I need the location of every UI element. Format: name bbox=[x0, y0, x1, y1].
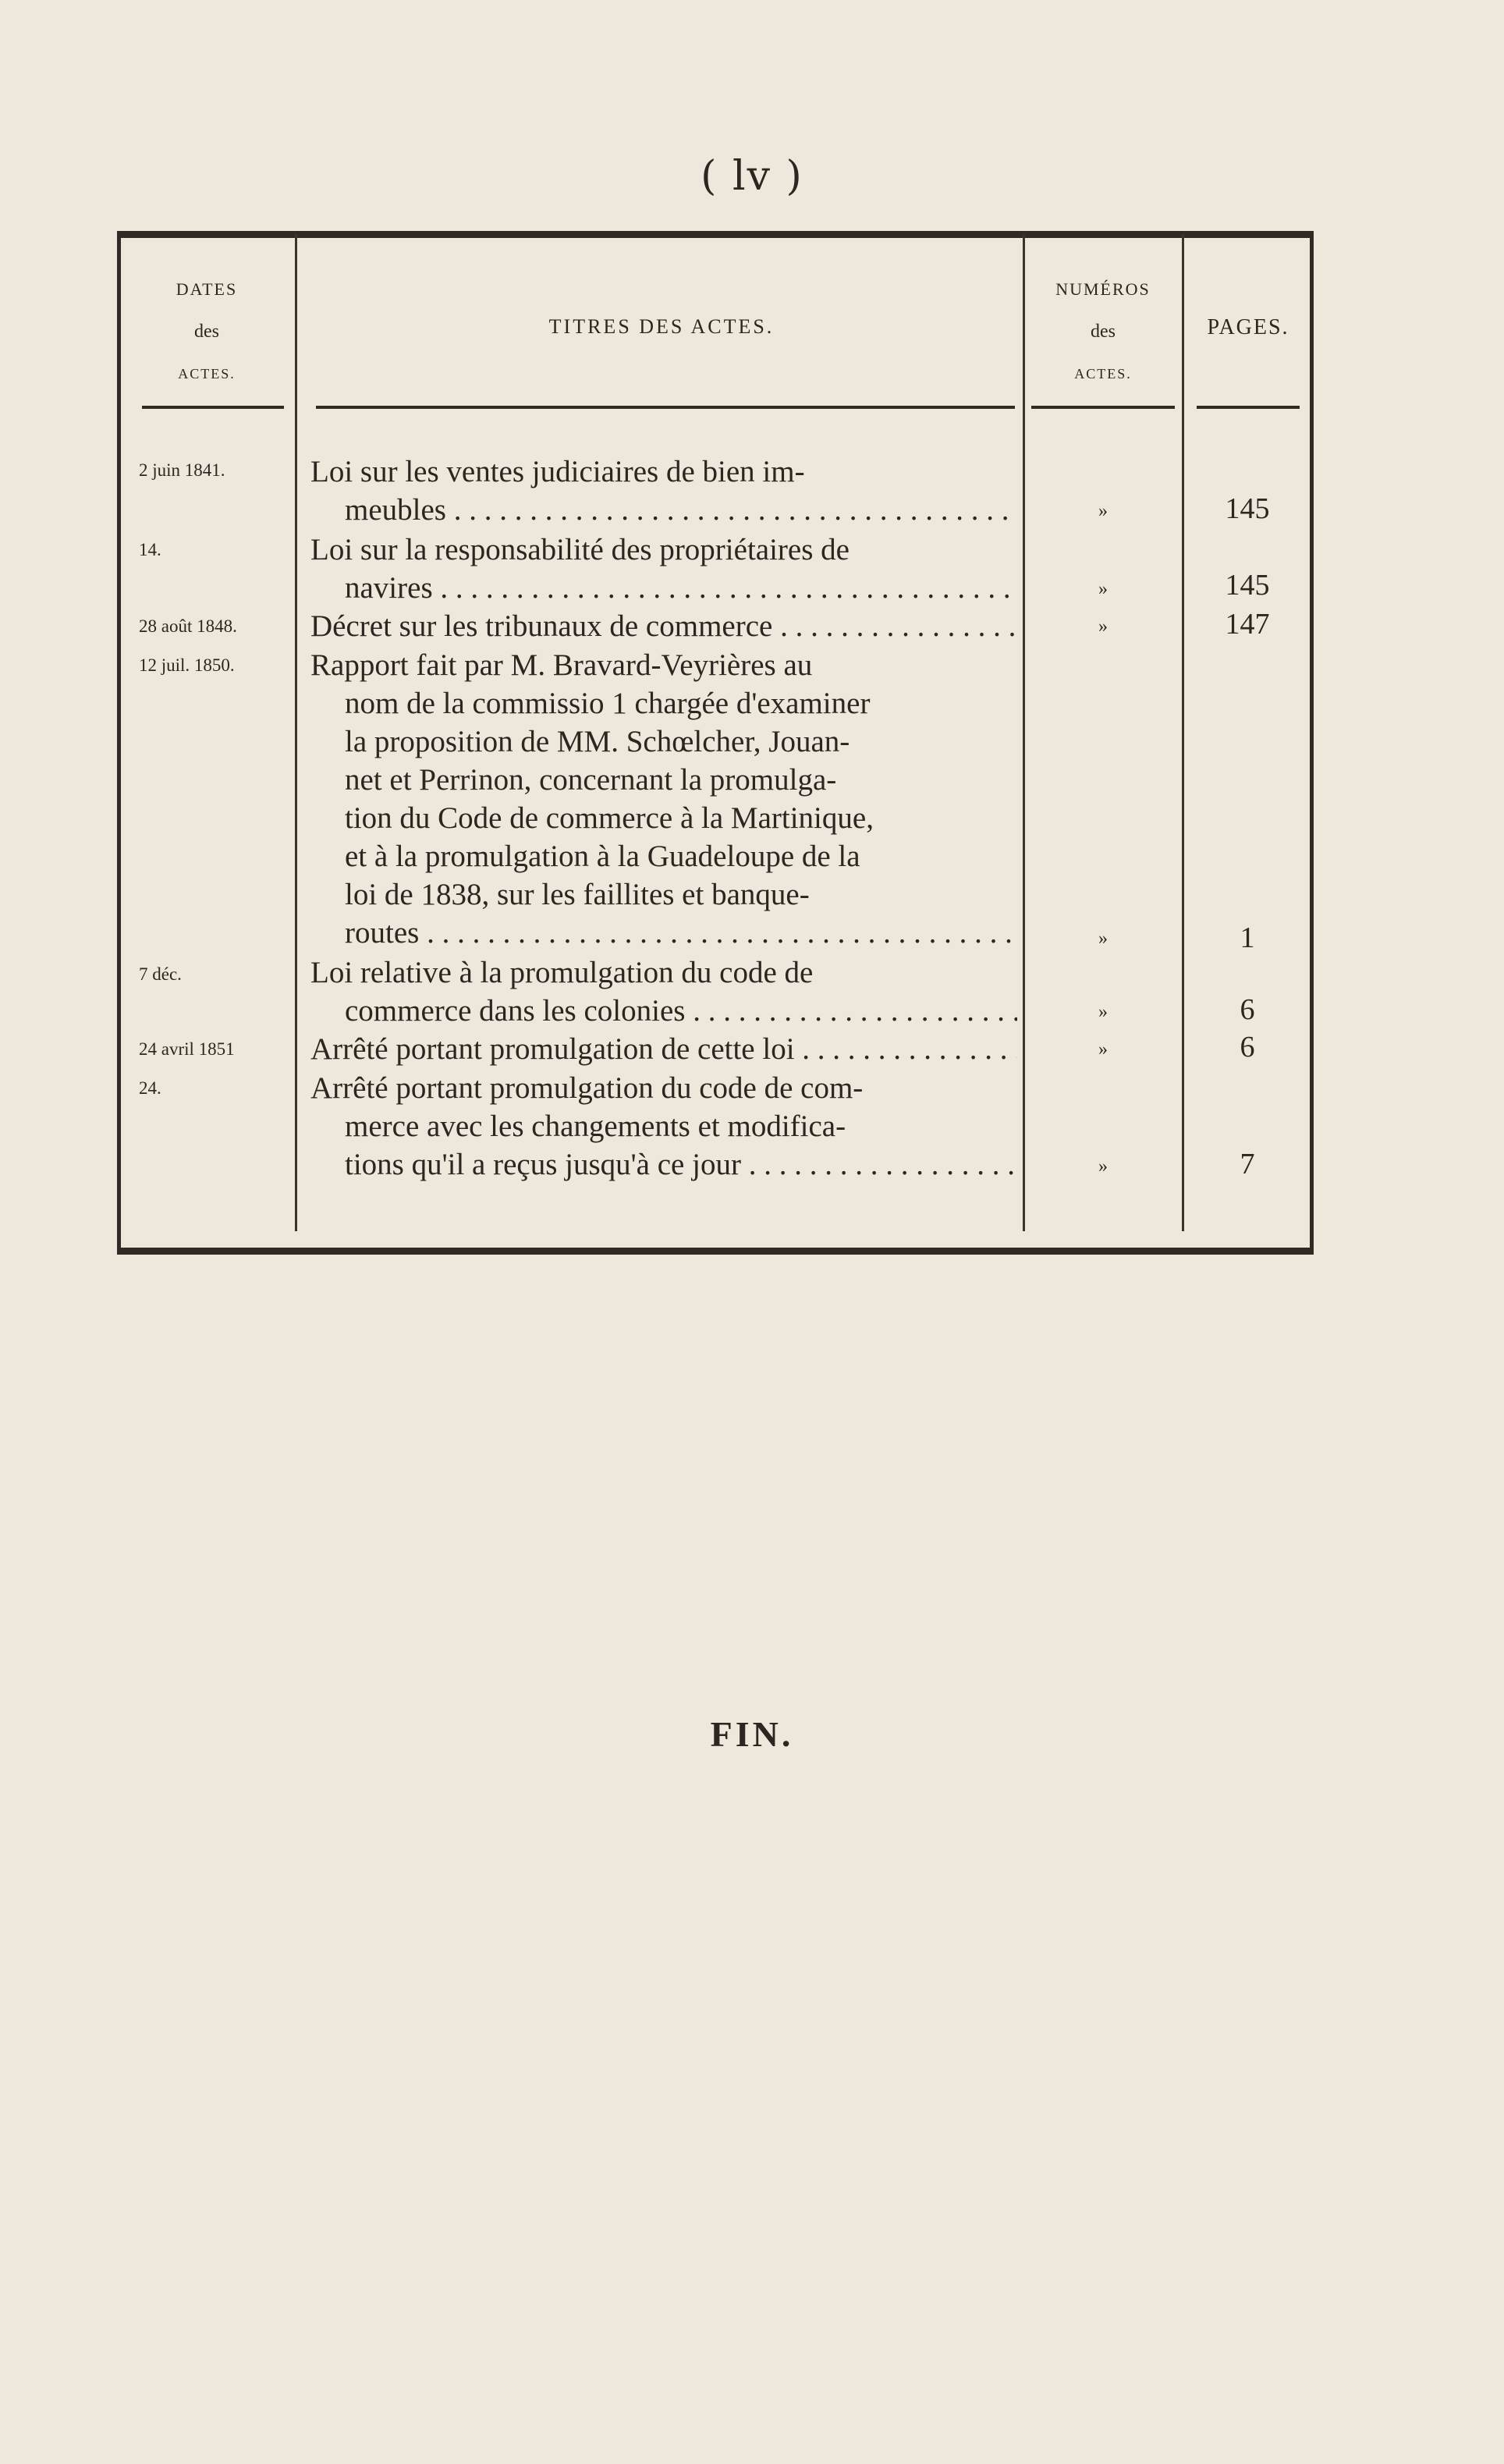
column-rule bbox=[1023, 234, 1025, 1231]
row-page: 6 bbox=[1240, 1031, 1255, 1063]
row-title: Rapport fait par M. Bravard-Veyrières au nom de la commissio 1 chargée d'examiner la proposition de MM. Schœlcher, Jouan- net et Perrinon, concernant la promulga- tion du Code de commerce à la Martinique, et à la promulgation à la Guadeloupe de la loi de 1838, sur les faillites et banque- routes . . . bbox=[310, 646, 1017, 952]
row-title: Décret sur les tribunaux de commerce . . . bbox=[310, 607, 1017, 645]
header-dates: DATES des ACTES. bbox=[176, 279, 238, 382]
row-title: Loi sur les ventes judiciaires de bien im- meubles . . . bbox=[310, 453, 1017, 529]
row-title: Loi sur la responsabilité des propriétaires de navires . . . bbox=[310, 531, 1017, 607]
row-page: 7 bbox=[1240, 1148, 1255, 1181]
row-title: Loi relative à la promulgation du code de commerce dans les colonies . . . bbox=[310, 953, 1017, 1030]
row-date: 24 avril 1851 bbox=[139, 1039, 235, 1059]
row-number: » bbox=[1098, 579, 1108, 599]
row-number: » bbox=[1098, 928, 1108, 949]
header-numbers: NUMÉROS des ACTES. bbox=[1055, 279, 1151, 382]
row-title: Arrêté portant promulgation du code de com- merce avec les changements et modifica- tions qu'il a reçus jusqu'à ce jour . . . bbox=[310, 1069, 1017, 1184]
page-number: ( lv ) bbox=[701, 153, 803, 200]
header-pages: PAGES. bbox=[1207, 315, 1289, 339]
row-number: » bbox=[1098, 1039, 1108, 1060]
column-rule bbox=[1182, 234, 1184, 1231]
row-number: » bbox=[1098, 501, 1108, 521]
row-date: 2 juin 1841. bbox=[139, 460, 225, 480]
header-rule bbox=[142, 406, 284, 409]
row-number: » bbox=[1098, 1002, 1108, 1022]
header-rule bbox=[1031, 406, 1175, 409]
fin-label: FIN. bbox=[710, 1714, 794, 1754]
row-date: 7 déc. bbox=[139, 964, 182, 984]
row-page: 6 bbox=[1240, 993, 1255, 1026]
row-page: 147 bbox=[1225, 608, 1270, 641]
header-rule bbox=[316, 406, 1015, 409]
row-date: 12 juil. 1850. bbox=[139, 655, 235, 675]
column-rule bbox=[295, 234, 297, 1231]
row-page: 145 bbox=[1225, 492, 1270, 525]
row-number: » bbox=[1098, 616, 1108, 637]
row-date: 24. bbox=[139, 1078, 161, 1098]
row-date: 28 août 1848. bbox=[139, 616, 237, 636]
row-number: » bbox=[1098, 1156, 1108, 1177]
header-titles: TITRES DES ACTES. bbox=[548, 315, 775, 338]
row-page: 145 bbox=[1225, 569, 1270, 602]
row-page: 1 bbox=[1240, 921, 1255, 954]
row-title: Arrêté portant promulgation de cette loi . . . bbox=[310, 1030, 1017, 1068]
header-rule bbox=[1197, 406, 1300, 409]
row-date: 14. bbox=[139, 540, 161, 559]
